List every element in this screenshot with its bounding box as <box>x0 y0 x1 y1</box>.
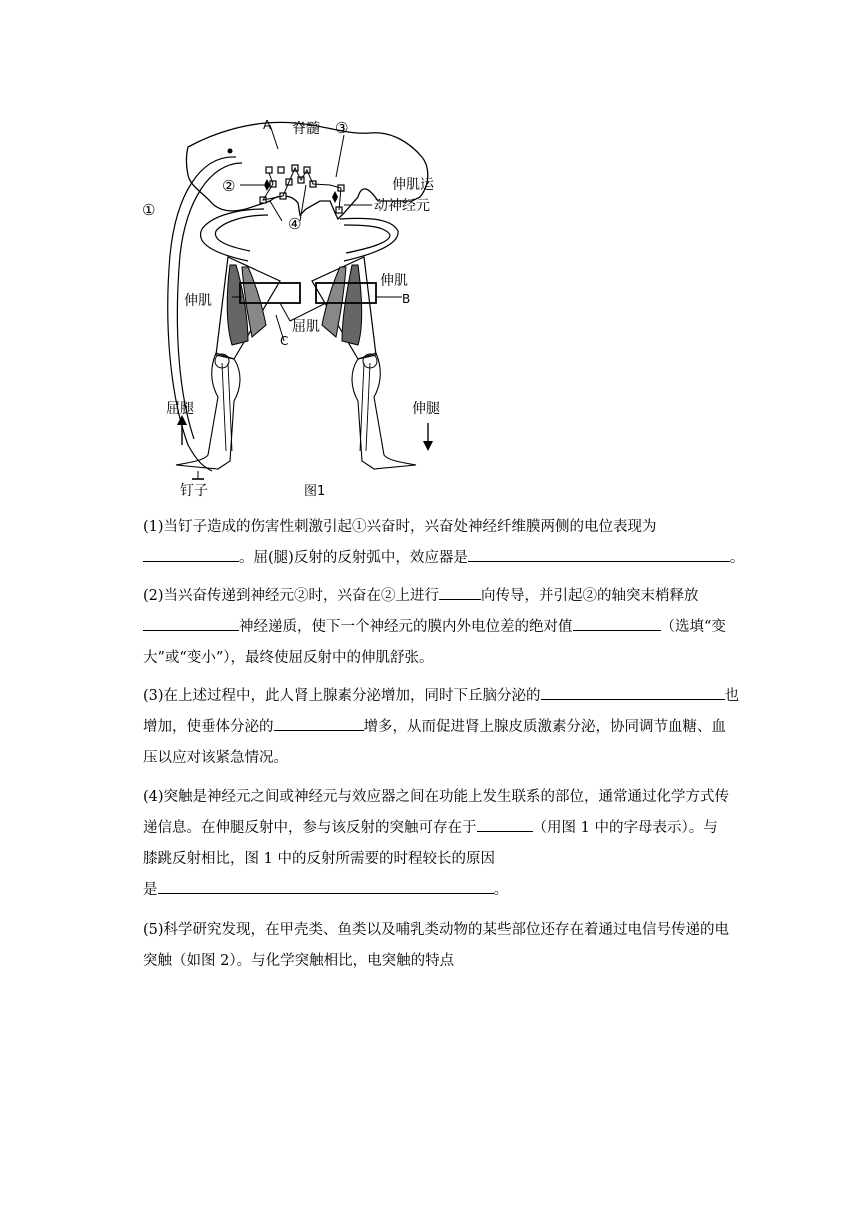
label-extensor-right: 伸肌 <box>380 273 408 289</box>
label-extensor-motor-neuron-2: 动神经元 <box>374 198 430 214</box>
label-extend-leg: 伸腿 <box>412 401 440 417</box>
label-nail: 钉子 <box>180 483 208 499</box>
q4-text-d: 膝跳反射相比，图 1 中的反射所需要的时程较长的原因 <box>143 851 495 867</box>
label-extensor-motor-neuron-1: 伸肌运 <box>392 177 434 193</box>
q4-text-b: 递信息。在伸腿反射中，参与该反射的突触可存在于 <box>143 820 477 836</box>
motor-nerve-left <box>201 209 264 261</box>
q4-blank-2[interactable] <box>158 878 494 894</box>
label-bend-leg: 屈腿 <box>166 401 194 417</box>
q4-text-c: （用图 1 中的字母表示）。与 <box>532 820 718 836</box>
q5-text-a: (5)科学研究发现，在甲壳类、鱼类以及哺乳类动物的某些部位还存在着通过电信号传递的电 <box>143 922 730 938</box>
q1-text-c: 。 <box>729 550 745 566</box>
q3-text-e: 压以应对该紧急情况。 <box>143 750 288 766</box>
label-n4: ④ <box>288 215 302 233</box>
q4-blank-1[interactable] <box>477 816 533 832</box>
question-1 <box>143 512 755 574</box>
question-5 <box>143 915 755 977</box>
question-2 <box>143 581 755 674</box>
label-flexor: 屈肌 <box>292 319 320 335</box>
label-c: C <box>280 334 289 348</box>
q4-text-e: 是 <box>143 882 158 898</box>
q2-blank-2[interactable] <box>143 615 239 631</box>
q4-text-f: 。 <box>493 882 508 898</box>
q1-blank-1[interactable] <box>143 546 239 562</box>
q4-text-a: (4)突触是神经元之间或神经元与效应器之间在功能上发生联系的部位，通常通过化学方式传 <box>143 789 730 805</box>
label-n3: ③ <box>335 119 349 137</box>
label-n2: ② <box>222 177 236 195</box>
figure-caption: 图1 <box>304 484 326 499</box>
label-b: B <box>402 292 411 306</box>
q3-text-c: 增加，使垂体分泌的 <box>143 719 274 735</box>
label-n1: ① <box>142 201 156 219</box>
q2-text-b: 向传导，并引起②的轴突末梢释放 <box>481 588 699 604</box>
q3-text-d: 增多，从而促进肾上腺皮质激素分泌，协同调节血糖、血 <box>363 719 726 735</box>
q2-blank-3[interactable] <box>573 615 661 631</box>
q5-text-b: 突触（如图 2）。与化学突触相比，电突触的特点 <box>143 953 455 969</box>
q3-text-b: 也 <box>724 688 740 704</box>
q2-blank-1[interactable] <box>439 584 481 600</box>
q3-blank-2[interactable] <box>274 715 364 731</box>
q2-text-a: (2)当兴奋传递到神经元②时，兴奋在②上进行 <box>143 588 440 604</box>
reflex-arc-figure <box>130 105 460 505</box>
q1-blank-2[interactable] <box>468 546 730 562</box>
q1-text-a: (1)当钉子造成的伤害性刺激引起①兴奋时，兴奋处神经纤维膜两侧的电位表现为 <box>143 519 657 535</box>
question-4 <box>143 782 755 906</box>
question-3 <box>143 681 755 774</box>
q2-text-e: 大”或“变小”），最终使屈反射中的伸肌舒张。 <box>143 650 434 666</box>
q1-text-b: 。屈(腿)反射的反射弧中，效应器是 <box>239 550 468 566</box>
label-a: A <box>263 118 272 132</box>
q3-text-a: (3)在上述过程中，此人肾上腺素分泌增加，同时下丘脑分泌的 <box>143 688 541 704</box>
q2-text-d: （选填“变 <box>660 619 726 635</box>
q3-blank-1[interactable] <box>541 684 725 700</box>
q2-text-c: 神经递质，使下一个神经元的膜内外电位差的绝对值 <box>239 619 573 635</box>
label-spinal-cord: 脊髓 <box>292 121 320 137</box>
label-extensor-left: 伸肌 <box>184 293 212 309</box>
